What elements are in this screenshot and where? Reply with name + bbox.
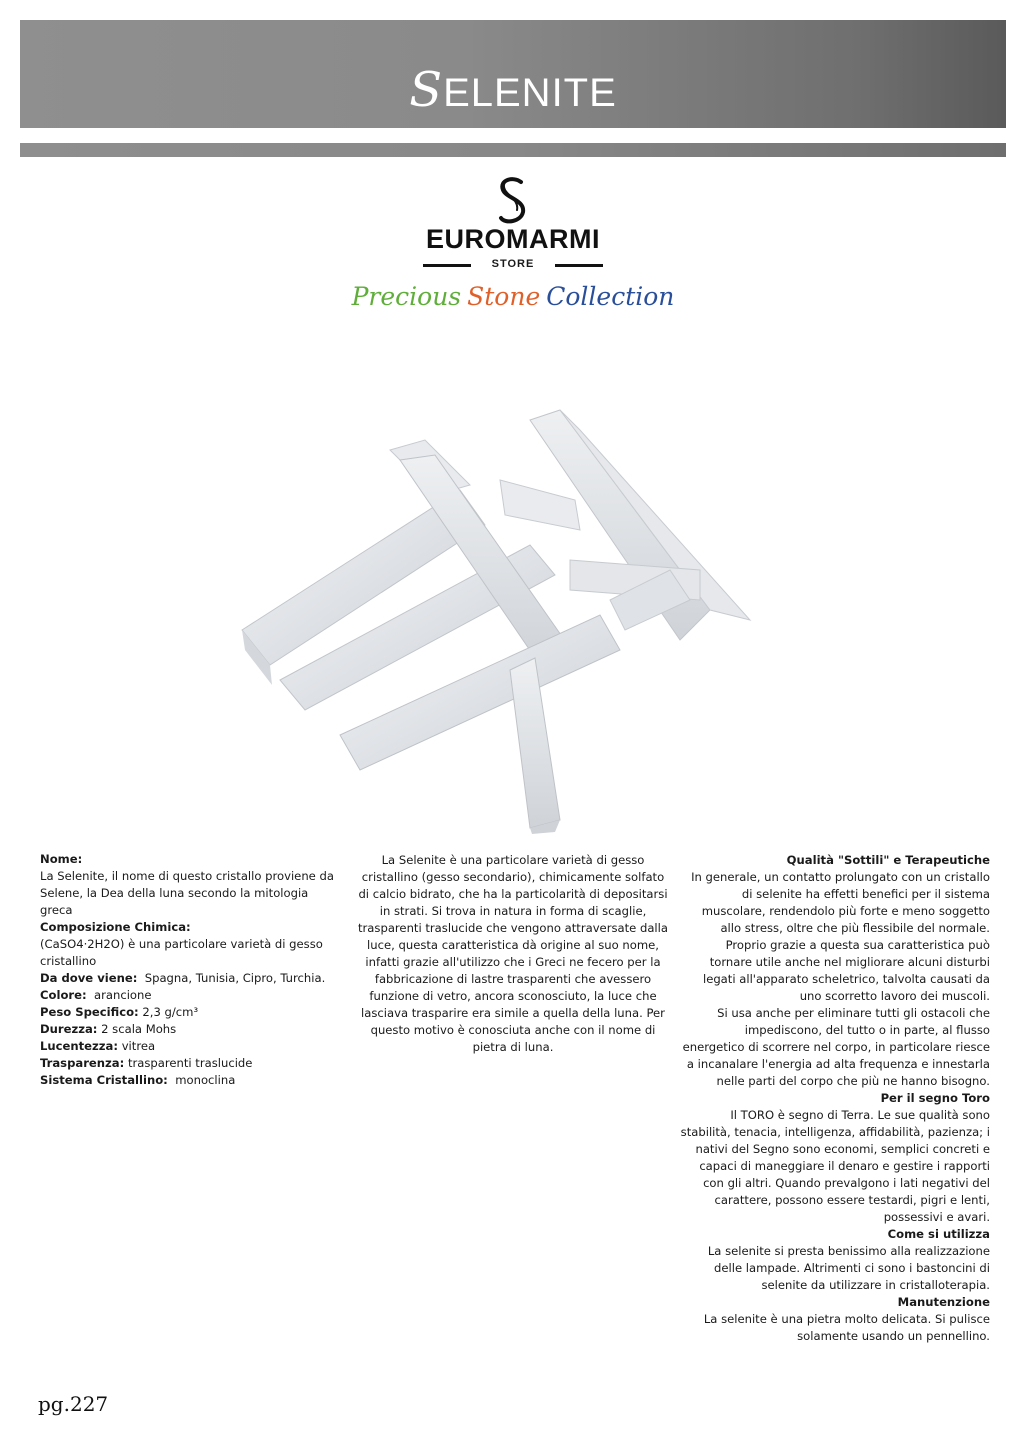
title-initial: S [409, 62, 444, 118]
usage-text: La selenite si presta benissimo alla realizzazione delle lampade. Altrimenti ci sono i bastoncini di selenite da utilizzare in cristalloterapia. [707, 1244, 990, 1292]
qualities-text-2: Si usa anche per eliminare tutti gli ostacoli che impediscono, del tutto o in parte, al flusso energetico di scorrere nel corpo, in particolare riesce a incanalare l'energia ad alta frequenza e innestarla nelle parti del corpo che più ne hanno bisogno. [682, 1006, 990, 1088]
brand-line-right [555, 264, 603, 267]
durezza-label: Durezza: [40, 1022, 98, 1036]
brand-s-icon [495, 176, 531, 226]
properties-column [40, 851, 340, 1089]
nome-text: La Selenite, il nome di questo cristallo proviene da Selene, la Dea della luna secondo la mitologia greca [40, 869, 334, 917]
brand-logo [413, 172, 613, 272]
title-rest: ELENITE [443, 71, 617, 115]
trasparenza-label: Trasparenza: [40, 1056, 125, 1070]
composizione-label: Composizione Chimica: [40, 920, 191, 934]
description-column [358, 852, 668, 1056]
colore-label: Colore: [40, 988, 87, 1002]
provenienza-label: Da dove viene: [40, 971, 138, 985]
tagline-word-collection: Collection [546, 282, 675, 311]
durezza-text: 2 scala Mohs [101, 1022, 177, 1036]
peso-text: 2,3 g/cm³ [142, 1005, 199, 1019]
sistema-text: monoclina [175, 1073, 236, 1087]
page-number: pg.227 [38, 1392, 109, 1416]
provenienza-text: Spagna, Tunisia, Cipro, Turchia. [144, 971, 326, 985]
usage-heading: Come si utilizza [887, 1227, 990, 1241]
zodiac-heading: Per il segno Toro [880, 1091, 990, 1105]
qualities-heading: Qualità "Sottili" e Terapeutiche [786, 853, 990, 867]
lucentezza-label: Lucentezza: [40, 1039, 118, 1053]
page-title [20, 62, 1006, 118]
selenite-crystal-image [230, 400, 790, 840]
brand-sub: STORE [491, 258, 535, 270]
tagline-word-precious: Precious [351, 282, 462, 311]
header-rule [20, 143, 1006, 157]
brand-sub-row [423, 258, 603, 272]
nome-label: Nome: [40, 852, 83, 866]
tagline-word-stone: Stone [467, 282, 541, 311]
sistema-label: Sistema Cristallino: [40, 1073, 168, 1087]
qualities-text-1: In generale, un contatto prolungato con un cristallo di selenite ha effetti benefici per il sistema muscolare, rendendolo più forte e meno soggetto allo stress, oltre che più flessibile del normale. Proprio grazie a questa sua caratteristica può tornare utile anche nel migliorare alcuni disturbi legati all'apparato scheletrico, talvolta causati da uno scorretto lavoro dei muscoli. [691, 870, 990, 1003]
colore-text: arancione [94, 988, 152, 1002]
peso-label: Peso Specifico: [40, 1005, 139, 1019]
collection-tagline [0, 282, 1026, 311]
maintenance-text: La selenite è una pietra molto delicata. Si pulisce solamente usando un pennellino. [703, 1312, 990, 1343]
maintenance-heading: Manutenzione [897, 1295, 990, 1309]
header-band [20, 20, 1006, 128]
qualities-column [680, 852, 990, 1345]
lucentezza-text: vitrea [121, 1039, 156, 1053]
trasparenza-text: trasparenti traslucide [127, 1056, 253, 1070]
composizione-text: (CaSO4·2H2O) è una particolare varietà di gesso cristallino [40, 937, 323, 968]
brand-name: EUROMARMI [426, 224, 600, 254]
description-text: La Selenite è una particolare varietà di gesso cristallino (gesso secondario), chimicamente solfato di calcio bidrato, che ha la particolarità di depositarsi in strati. Si trova in natura in forma di scaglie, trasparenti traslucide che vengono attraversate dalla luce, questa caratteristica dà origine al suo nome, infatti grazie all'utilizzo che i Greci ne fecero per la fabbricazione di lastre trasparenti che avessero funzione di vetro, ancora sconosciuto, la luce che lasciava trasparire era simile a quella della luna. Per questo motivo è conosciuta anche con il nome di pietra di luna. [358, 853, 668, 1054]
zodiac-text: Il TORO è segno di Terra. Le sue qualità sono stabilità, tenacia, intelligenza, affidabilità, pazienza; i nativi del Segno sono economi, semplici concreti e capaci di maneggiare il denaro e gestire i rapporti con gli altri. Quando prevalgono i lati negativi del carattere, possono essere testardi, pigri e lenti, possessivi e avari. [680, 1108, 990, 1224]
